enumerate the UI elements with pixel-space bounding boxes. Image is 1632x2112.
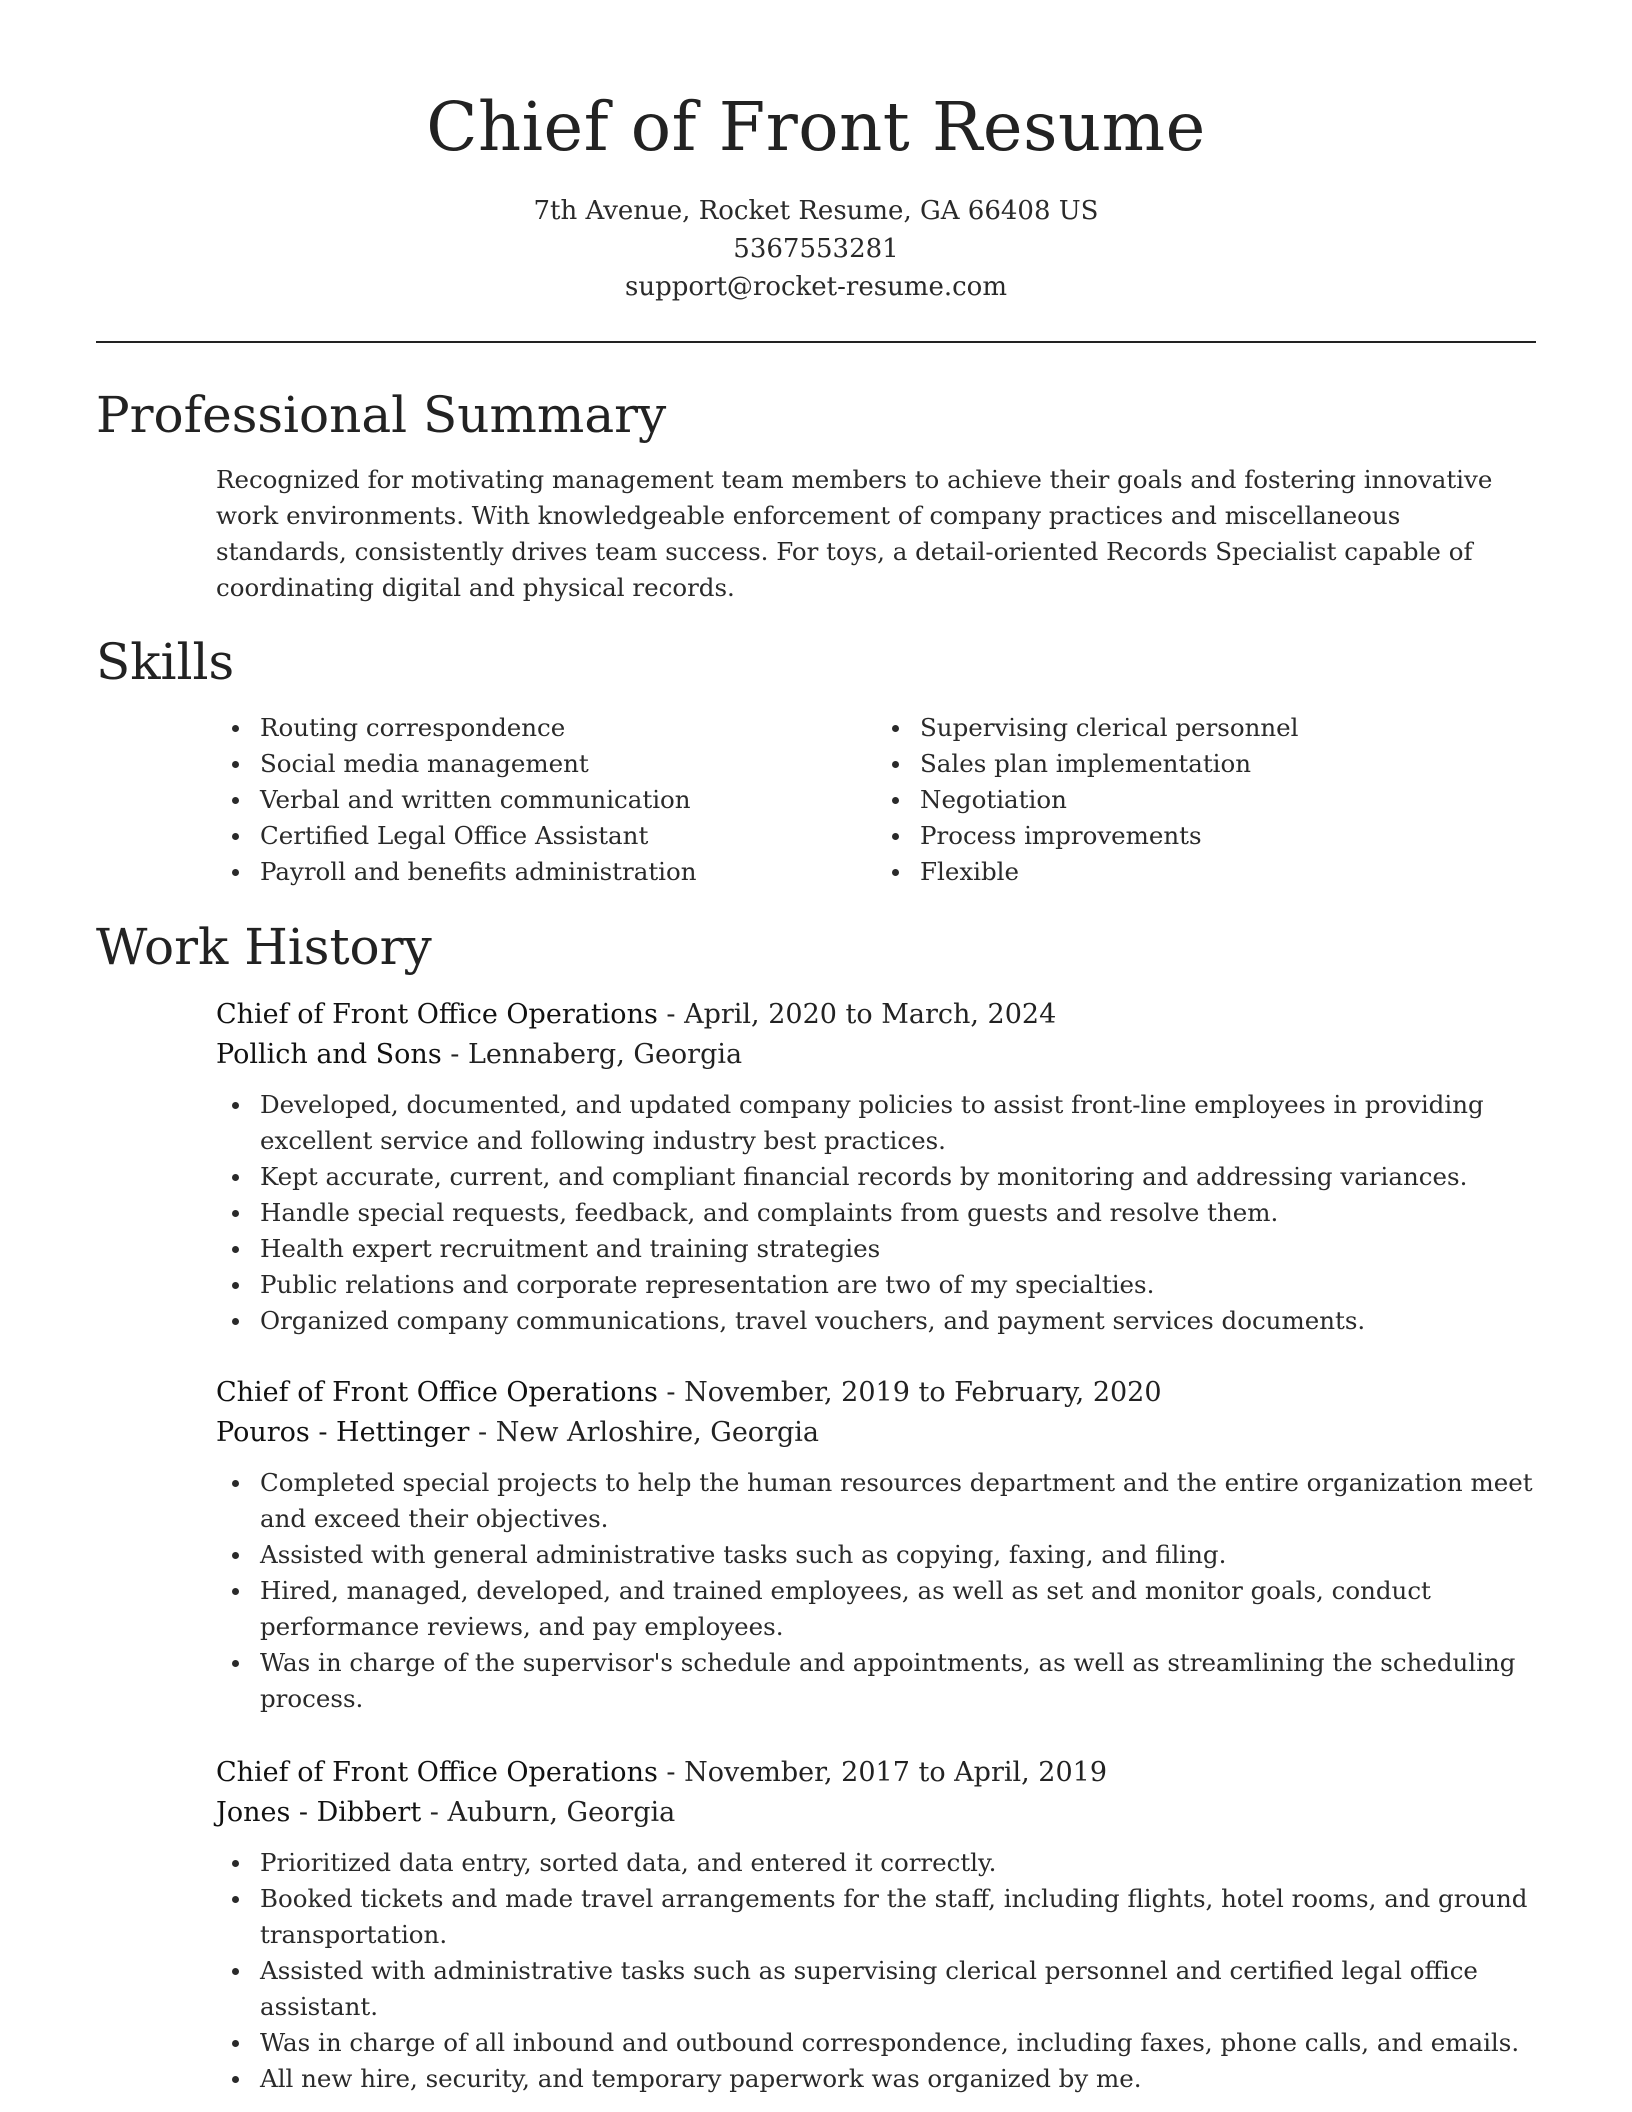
job-title-line [216, 1753, 1536, 1793]
job-dates: - November, 2019 to February, 2020 [657, 1377, 1162, 1408]
skill-item: Process improvements [920, 818, 1536, 854]
job-company: Pouros - Hettinger [216, 1417, 470, 1448]
job-company: Pollich and Sons [216, 1039, 442, 1070]
skill-item: Flexible [920, 854, 1536, 890]
job-dates: - April, 2020 to March, 2024 [657, 999, 1057, 1030]
job-entry [216, 995, 1536, 1339]
job-bullet: Booked tickets and made travel arrangements for the staff, including flights, hotel rooms, and ground transportation. [260, 1881, 1536, 1953]
job-company-line [216, 1793, 1536, 1833]
resume-title: Chief of Front Resume [426, 88, 1206, 166]
job-company-line [216, 1413, 1536, 1453]
skill-item: Sales plan implementation [920, 746, 1536, 782]
job-role: Chief of Front Office Operations [216, 999, 658, 1030]
job-company: Jones - Dibbert [216, 1797, 422, 1828]
job-bullet: Was in charge of all inbound and outbound correspondence, including faxes, phone calls, and emails. [260, 2025, 1536, 2061]
contact-address: 7th Avenue, Rocket Resume, GA 66408 US [533, 196, 1099, 226]
contact-phone: 5367553281 [733, 234, 899, 264]
job-bullet: Developed, documented, and updated company policies to assist front-line employees in providing excellent service and following industry best practices. [260, 1087, 1536, 1159]
job-bullet: Prioritized data entry, sorted data, and entered it correctly. [260, 1845, 1536, 1881]
skill-item: Routing correspondence [260, 710, 876, 746]
skill-item: Social media management [260, 746, 876, 782]
job-bullets [216, 1465, 1536, 1717]
job-bullet: Kept accurate, current, and compliant financial records by monitoring and addressing variances. [260, 1159, 1536, 1195]
skills-column-right [876, 710, 1536, 890]
job-bullet: Organized company communications, travel vouchers, and payment services documents. [260, 1303, 1536, 1339]
job-location: - Auburn, Georgia [421, 1797, 676, 1828]
skills-list [216, 710, 1536, 890]
work-history-heading: Work History [96, 918, 432, 976]
job-bullets [216, 1087, 1536, 1339]
job-bullet: Assisted with administrative tasks such as supervising clerical personnel and certified legal office assistant. [260, 1953, 1536, 2025]
job-role: Chief of Front Office Operations [216, 1377, 658, 1408]
job-bullet: All new hire, security, and temporary paperwork was organized by me. [260, 2061, 1536, 2097]
job-role: Chief of Front Office Operations [216, 1757, 658, 1788]
summary-heading: Professional Summary [96, 386, 667, 444]
skill-item: Payroll and benefits administration [260, 854, 876, 890]
job-bullet: Hired, managed, developed, and trained employees, as well as set and monitor goals, conduct performance reviews, and pay employees. [260, 1573, 1536, 1645]
job-bullets [216, 1845, 1536, 2097]
job-title-line [216, 995, 1536, 1035]
job-entry [216, 1373, 1536, 1717]
header-divider [96, 341, 1536, 343]
job-bullet: Completed special projects to help the human resources department and the entire organization meet and exceed their objectives. [260, 1465, 1536, 1537]
job-bullet: Assisted with general administrative tasks such as copying, faxing, and filing. [260, 1537, 1536, 1573]
job-bullet: Was in charge of the supervisor's schedule and appointments, as well as streamlining the scheduling process. [260, 1645, 1536, 1717]
job-title-line [216, 1373, 1536, 1413]
skill-item: Supervising clerical personnel [920, 710, 1536, 746]
job-bullet: Health expert recruitment and training strategies [260, 1231, 1536, 1267]
job-bullet: Handle special requests, feedback, and complaints from guests and resolve them. [260, 1195, 1536, 1231]
skill-item: Certified Legal Office Assistant [260, 818, 876, 854]
contact-email: support@rocket-resume.com [624, 272, 1007, 302]
summary-text: Recognized for motivating management team members to achieve their goals and fostering innovative work environments. With knowledgeable enforcement of company practices and miscellaneous standards, consistently drives team success. For toys, a detail-oriented Records Specialist capable of coordinating digital and physical records. [216, 465, 1493, 602]
skills-heading: Skills [96, 633, 235, 691]
job-company-line [216, 1035, 1536, 1075]
job-location: - Lennaberg, Georgia [441, 1039, 743, 1070]
job-dates: - November, 2017 to April, 2019 [657, 1757, 1108, 1788]
skills-column-left [216, 710, 876, 890]
job-location: - New Arloshire, Georgia [469, 1417, 819, 1448]
contact-block [0, 192, 1632, 306]
job-bullet: Public relations and corporate representation are two of my specialties. [260, 1267, 1536, 1303]
skill-item: Verbal and written communication [260, 782, 876, 818]
skill-item: Negotiation [920, 782, 1536, 818]
resume-header [0, 0, 1632, 306]
job-entry [216, 1753, 1536, 2097]
